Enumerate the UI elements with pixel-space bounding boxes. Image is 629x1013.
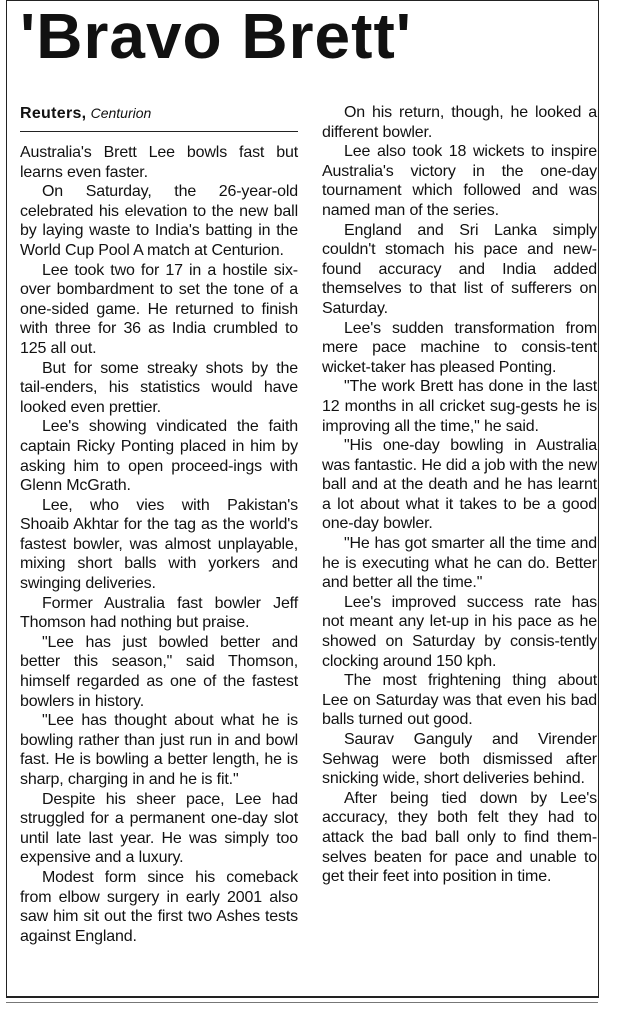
byline-dateline: Centurion: [90, 105, 152, 121]
paragraph: Modest form since his comeback from elbow surgery in early 2001 also saw him sit out the first two Ashes tests against England.: [20, 868, 298, 945]
byline-agency: Reuters,: [20, 105, 87, 122]
paragraph: Saurav Ganguly and Virender Sehwag were both dismissed after snicking wide, short deliveries behind.: [322, 731, 597, 788]
paragraph: Lee also took 18 wickets to inspire Australia's victory in the one-day tournament which followed and was named man of the series.: [322, 143, 597, 219]
paragraph: Australia's Brett Lee bowls fast but learns even faster.: [20, 144, 298, 181]
paragraph: "His one-day bowling in Australia was fantastic. He did a job with the new ball and at the death and he has learnt a lot about what it takes to be a good one-day bowler.: [322, 437, 597, 533]
paragraph: "Lee has just bowled better and better this season," said Thomson, himself regarded as one of the fastest bowlers in history.: [20, 633, 298, 710]
article-column-1: [20, 143, 298, 946]
paragraph: After being tied down by Lee's accuracy, they both felt they had to attack the bad ball only to find them-selves beaten for pace and unable to get their feet into position in time.: [322, 789, 597, 886]
paragraph: Lee's showing vindicated the faith captain Ricky Ponting placed in him by asking him to open proceed-ings with Glenn McGrath.: [20, 418, 298, 495]
paragraph: Lee's improved success rate has not meant any let-up in his pace as he showed on Saturday by consis-tently clocking around 150 kph.: [322, 593, 597, 670]
paragraph: Former Australia fast bowler Jeff Thomson had nothing but praise.: [20, 594, 298, 632]
paragraph: Despite his sheer pace, Lee had struggled for a permanent one-day slot until late last year. He was simply too expensive and a luxury.: [20, 790, 298, 867]
paragraph: The most frightening thing about Lee on Saturday was that even his bad balls turned out good.: [322, 672, 597, 729]
paragraph: Lee, who vies with Pakistan's Shoaib Akhtar for the tag as the world's fastest bowler, was almost unplayable, mixing short balls with yorkers and swinging deliveries.: [20, 496, 298, 593]
paragraph: On his return, though, he looked a different bowler.: [322, 104, 597, 141]
paragraph: On Saturday, the 26-year-old celebrated his elevation to the new ball by laying waste to India's batting in the World Cup Pool A match at Centurion.: [20, 183, 298, 259]
paragraph: "He has got smarter all the time and he is executing what he can do. Better and better all the time.": [322, 535, 597, 592]
frame-left-rule: [6, 0, 7, 998]
paragraph: England and Sri Lanka simply couldn't stomach his pace and new-found accuracy and India added themselves to that list of sufferers on Saturday.: [322, 221, 597, 317]
byline-rule: [20, 131, 298, 132]
article-column-2: [322, 103, 597, 887]
frame-bottom-rule-thin: [6, 1002, 598, 1003]
paragraph: Lee's sudden transformation from mere pace machine to consis-tent wicket-taker has pleased Ponting.: [322, 319, 597, 376]
paragraph: But for some streaky shots by the tail-enders, his statistics would have looked even prettier.: [20, 359, 298, 416]
headline: 'Bravo Brett': [20, 0, 412, 72]
paragraph: Lee took two for 17 in a hostile six-over bombardment to set the tone of a one-sided game. He returned to finish with three for 36 as India crumbled to 125 all out.: [20, 261, 298, 357]
paragraph: "Lee has thought about what he is bowling rather than just run in and bowl fast. He is bowling a better length, he is sharp, charging in and he is fit.": [20, 712, 298, 788]
byline: [20, 104, 298, 123]
frame-right-rule: [598, 0, 599, 998]
frame-bottom-rule: [6, 996, 598, 998]
paragraph: "The work Brett has done in the last 12 months in all cricket sug-gests he is improving all the time," he said.: [322, 378, 597, 435]
